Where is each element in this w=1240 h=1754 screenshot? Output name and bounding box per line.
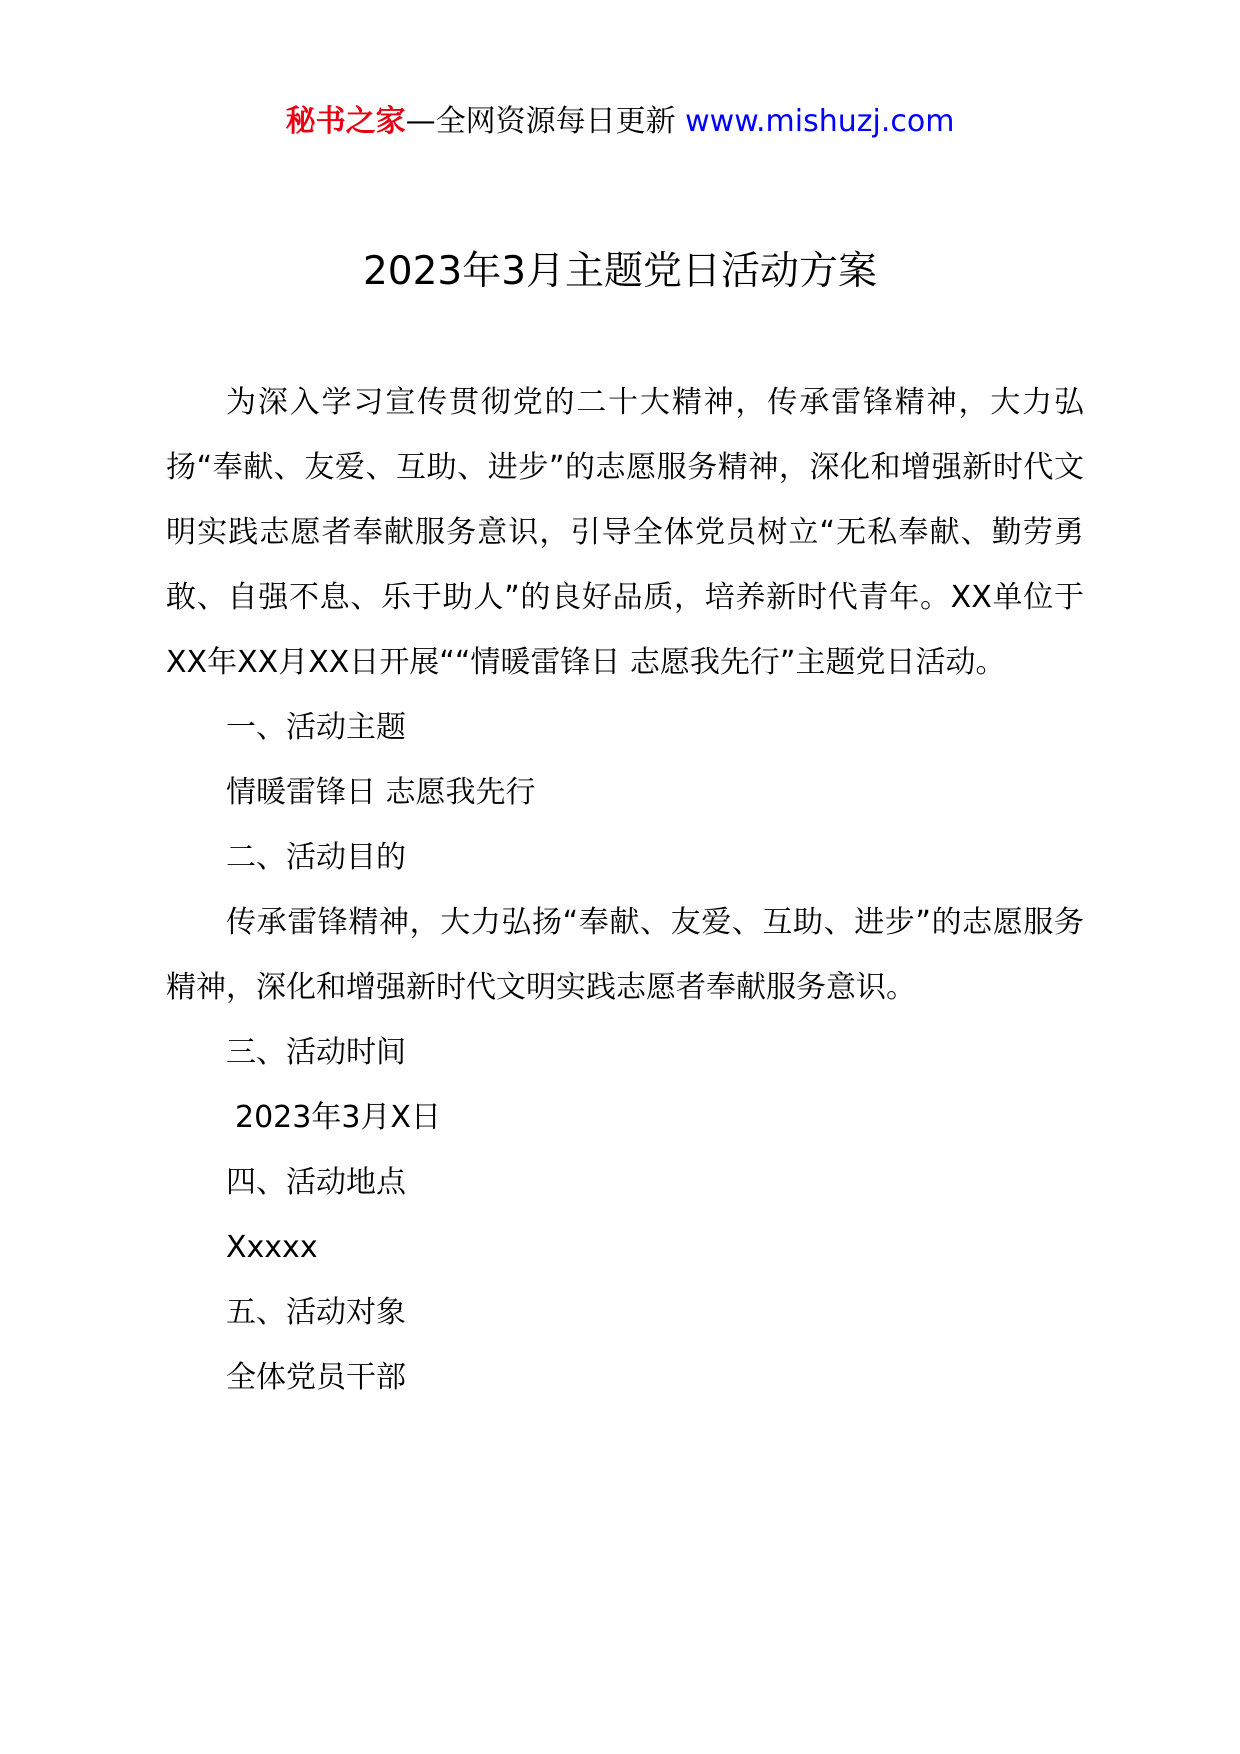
section-content-time: 2023年3月X日 [235, 1100, 441, 1135]
section-heading-purpose: 二、活动目的 [226, 840, 406, 875]
site-tagline: —全网资源每日更新 [405, 104, 686, 139]
site-brand: 秘书之家 [285, 104, 406, 139]
section-content-purpose: 传承雷锋精神，大力弘扬“奉献、友爱、互助、进步”的志愿服务精神，深化和增强新时代文明实践志愿者奉献服务意识。 [166, 905, 1084, 1005]
section-heading-audience: 五、活动对象 [226, 1295, 406, 1330]
site-url-link[interactable]: www.mishuzj.com [685, 104, 955, 139]
section-content-audience: 全体党员干部 [226, 1360, 406, 1395]
site-header [0, 100, 1240, 144]
section-content-theme: 情暖雷锋日 志愿我先行 [226, 775, 536, 810]
document-title: 2023年3月主题党日活动方案 [362, 249, 878, 294]
section-content-location: Xxxxx [226, 1230, 318, 1265]
document-body [166, 370, 1084, 1410]
section-heading-time: 三、活动时间 [226, 1035, 406, 1070]
intro-paragraph: 为深入学习宣传贯彻党的二十大精神，传承雷锋精神，大力弘扬“奉献、友爱、互助、进步”的志愿服务精神，深化和增强新时代文明实践志愿者奉献服务意识，引导全体党员树立“无私奉献、勤劳勇敢、自强不息、乐于助人”的良好品质，培养新时代青年。XX单位于XX年XX月XX日开展““情暖雷锋日 志愿我先行”主题党日活动。 [166, 385, 1084, 680]
section-heading-theme: 一、活动主题 [226, 710, 406, 745]
section-heading-location: 四、活动地点 [226, 1165, 406, 1200]
